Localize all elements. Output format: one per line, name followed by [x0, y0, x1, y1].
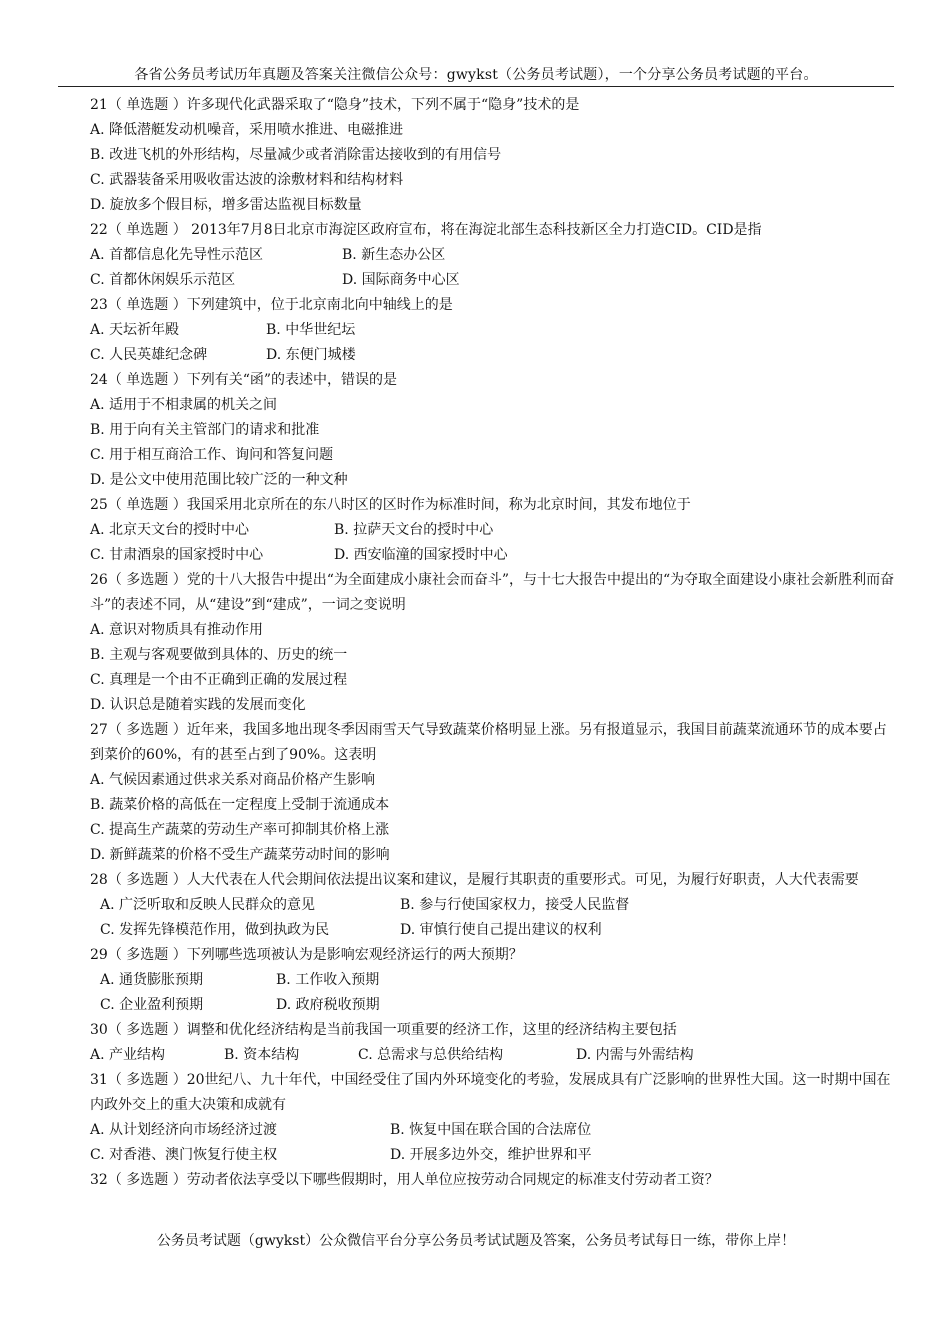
question-31-stem: 31（ 多选题 ）20世纪八、九十年代，中国经受住了国内外环境变化的考验，发展成具有广泛影响的世界性大国。这一时期中国在内政外交上的重大决策和成就有	[90, 1072, 891, 1113]
question-23-option-b: B. 中华世纪坛	[266, 322, 356, 338]
question-29-option-c: C. 企业盈利预期	[100, 997, 204, 1013]
question-29-option-b: B. 工作收入预期	[276, 972, 380, 988]
question-26-option-a: A. 意识对物质具有推动作用	[90, 622, 264, 638]
question-25-options-row-1	[58, 518, 896, 543]
question-31-option-d: D. 开展多边外交，维护世界和平	[390, 1147, 592, 1163]
question-27-option-a: A. 气候因素通过供求关系对商品价格产生影响	[90, 772, 376, 788]
question-list	[58, 93, 896, 1193]
question-27-option-d: D. 新鲜蔬菜的价格不受生产蔬菜劳动时间的影响	[90, 847, 390, 863]
question-21-option-a: A. 降低潜艇发动机噪音，采用喷水推进、电磁推进	[90, 122, 404, 138]
question-31-option-c: C. 对香港、澳门恢复行使主权	[90, 1147, 278, 1163]
question-26-option-d: D. 认识总是随着实践的发展而变化	[90, 697, 306, 713]
question-32-stem: 32（ 多选题 ）劳动者依法享受以下哪些假期时，用人单位应按劳动合同规定的标准支付劳动者工资？	[90, 1172, 719, 1188]
question-27-option-c: C. 提高生产蔬菜的劳动生产率可抑制其价格上涨	[90, 822, 390, 838]
question-22-option-c: C. 首都休闲娱乐示范区	[90, 272, 236, 288]
question-30-option-a: A. 产业结构	[90, 1047, 166, 1063]
question-28-options-row-1	[58, 893, 896, 918]
question-24-stem: 24（ 单选题 ）下列有关“函”的表述中，错误的是	[90, 372, 398, 388]
question-21-option-b: B. 改进飞机的外形结构，尽量减少或者消除雷达接收到的有用信号	[90, 147, 502, 163]
question-28-options-row-2	[58, 918, 896, 943]
question-23-stem: 23（ 单选题 ）下列建筑中，位于北京南北向中轴线上的是	[90, 297, 453, 313]
header-divider	[58, 86, 894, 87]
question-27-stem: 27（ 多选题 ）近年来，我国多地出现冬季因雨雪天气导致蔬菜价格明显上涨。另有报道显示，我国目前蔬菜流通环节的成本要占到菜价的60%，有的甚至占到了90%。这表明	[90, 722, 887, 763]
question-22-options-row-2	[58, 268, 896, 293]
question-21-option-c: C. 武器装备采用吸收雷达波的涂敷材料和结构材料	[90, 172, 404, 188]
question-31-options-row-1	[58, 1118, 896, 1143]
question-29-options-row-1	[58, 968, 896, 993]
question-21-option-d: D. 旋放多个假目标，增多雷达监视目标数量	[90, 197, 362, 213]
question-24-option-a: A. 适用于不相隶属的机关之间	[90, 397, 278, 413]
question-26-stem: 26（ 多选题 ）党的十八大报告中提出“为全面建成小康社会而奋斗”，与十七大报告中提出的“为夺取全面建设小康社会新胜利而奋斗”的表述不同，从“建设”到“建成”，一词之变说明	[90, 572, 895, 613]
question-29-stem: 29（ 多选题 ）下列哪些选项被认为是影响宏观经济运行的两大预期？	[90, 947, 523, 963]
question-22-option-d: D. 国际商务中心区	[342, 272, 460, 288]
question-30-options-row-1	[58, 1043, 896, 1068]
question-31-option-a: A. 从计划经济向市场经济过渡	[90, 1122, 278, 1138]
question-29-options-row-2	[58, 993, 896, 1018]
question-22-options-row-1	[58, 243, 896, 268]
question-28-stem: 28（ 多选题 ）人大代表在人代会期间依法提出议案和建议，是履行其职责的重要形式。可见，为履行好职责，人大代表需要	[90, 872, 859, 888]
question-22-stem: 22（ 单选题 ） 2013年7月8日北京市海淀区政府宣布，将在海淀北部生态科技新区全力打造CID。CID是指	[90, 222, 762, 238]
question-30-stem: 30（ 多选题 ）调整和优化经济结构是当前我国一项重要的经济工作，这里的经济结构主要包括	[90, 1022, 677, 1038]
question-22-option-a: A. 首都信息化先导性示范区	[90, 247, 264, 263]
question-26-option-c: C. 真理是一个由不正确到正确的发展过程	[90, 672, 348, 688]
question-25-stem: 25（ 单选题 ）我国采用北京所在的东八时区的区时作为标准时间，称为北京时间，其发布地位于	[90, 497, 691, 513]
question-22-option-b: B. 新生态办公区	[342, 247, 446, 263]
question-30-option-b: B. 资本结构	[224, 1047, 300, 1063]
question-26-option-b: B. 主观与客观要做到具体的、历史的统一	[90, 647, 348, 663]
question-23-option-a: A. 天坛祈年殿	[90, 322, 180, 338]
question-25-options-row-2	[58, 543, 896, 568]
question-28-option-c: C. 发挥先锋模范作用，做到执政为民	[100, 922, 330, 938]
question-25-option-d: D. 西安临潼的国家授时中心	[334, 547, 508, 563]
question-27-option-b: B. 蔬菜价格的高低在一定程度上受制于流通成本	[90, 797, 390, 813]
question-28-option-b: B. 参与行使国家权力，接受人民监督	[400, 897, 630, 913]
question-21-stem: 21（ 单选题 ）许多现代化武器采取了“隐身”技术，下列不属于“隐身”技术的是	[90, 97, 580, 113]
question-29-option-a: A. 通货膨胀预期	[100, 972, 204, 988]
question-28-option-a: A. 广泛听取和反映人民群众的意见	[100, 897, 316, 913]
question-31-option-b: B. 恢复中国在联合国的合法席位	[390, 1122, 592, 1138]
question-30-option-c: C. 总需求与总供给结构	[358, 1047, 504, 1063]
question-24-option-b: B. 用于向有关主管部门的请求和批准	[90, 422, 320, 438]
question-30-option-d: D. 内需与外需结构	[576, 1047, 694, 1063]
page-footer: 公务员考试题（gwykst）公众微信平台分享公务员考试试题及答案，公务员考试每日一练，带你上岸！	[156, 1233, 796, 1249]
question-24-option-c: C. 用于相互商洽工作、询问和答复问题	[90, 447, 334, 463]
question-23-option-c: C. 人民英雄纪念碑	[90, 347, 208, 363]
question-25-option-b: B. 拉萨天文台的授时中心	[334, 522, 494, 538]
question-29-option-d: D. 政府税收预期	[276, 997, 380, 1013]
question-23-option-d: D. 东便门城楼	[266, 347, 356, 363]
question-28-option-d: D. 审慎行使自己提出建议的权利	[400, 922, 602, 938]
question-31-options-row-2	[58, 1143, 896, 1168]
question-23-options-row-2	[58, 343, 896, 368]
question-25-option-a: A. 北京天文台的授时中心	[90, 522, 250, 538]
question-25-option-c: C. 甘肃酒泉的国家授时中心	[90, 547, 264, 563]
page-header: 各省公务员考试历年真题及答案关注微信公众号：gwykst（公务员考试题），一个分享公务员考试题的平台。	[134, 67, 818, 83]
question-24-option-d: D. 是公文中使用范围比较广泛的一种文种	[90, 472, 348, 488]
question-23-options-row-1	[58, 318, 896, 343]
